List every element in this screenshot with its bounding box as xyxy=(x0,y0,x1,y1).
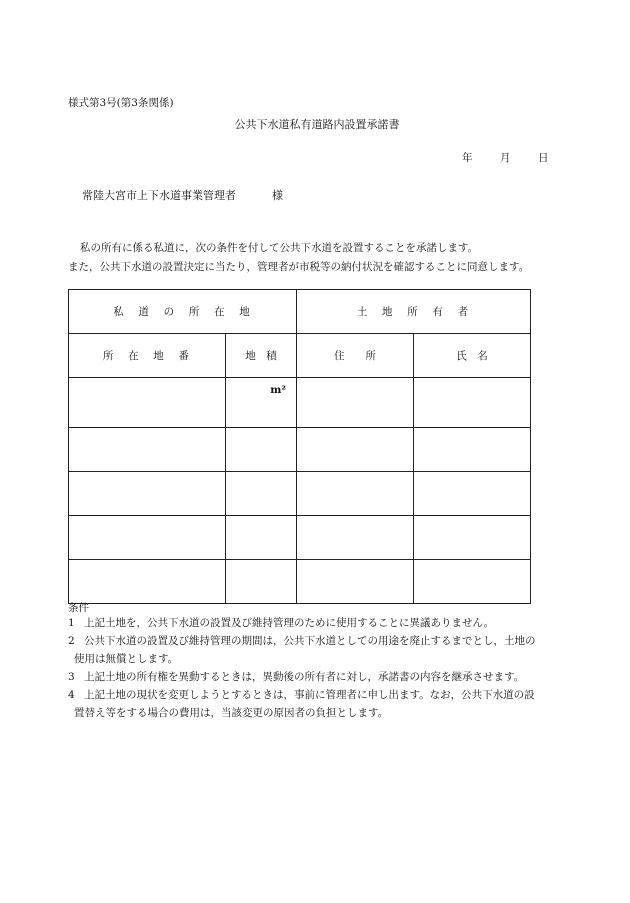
lot-number-cell[interactable] xyxy=(69,428,226,472)
condition-text: 上記土地を，公共下水道の設置及び維持管理のために使用することに異議ありません。 xyxy=(84,617,495,629)
area-cell[interactable] xyxy=(226,516,297,560)
honorific: 様 xyxy=(272,189,283,202)
column-header-area: 地 積 xyxy=(226,334,297,378)
condition-text: 公共下水道の設置及び維持管理の期間は，公共下水道としての用途を廃止するまでとし，土地の xyxy=(84,635,536,647)
address-cell[interactable] xyxy=(297,472,414,516)
condition-number: 4 xyxy=(68,689,75,701)
area-cell[interactable] xyxy=(226,560,297,604)
condition-item xyxy=(68,614,538,632)
name-cell[interactable] xyxy=(414,378,531,428)
area-unit: m² xyxy=(270,384,287,396)
condition-number: 1 xyxy=(68,617,75,629)
address-cell[interactable] xyxy=(297,428,414,472)
column-header-name: 氏 名 xyxy=(414,334,531,378)
table-row xyxy=(69,516,531,560)
condition-text-continued: 使用は無償とします。 xyxy=(74,653,179,665)
condition-text: 上記土地の現状を変更しようとするときは，事前に管理者に申し出ます。なお，公共下水道の設 xyxy=(84,689,535,701)
name-cell[interactable] xyxy=(414,516,531,560)
condition-item xyxy=(68,668,538,686)
form-number: 様式第3号(第3条関係) xyxy=(68,97,174,109)
condition-number: 3 xyxy=(68,671,75,683)
table-row xyxy=(69,428,531,472)
lot-number-cell[interactable] xyxy=(69,560,226,604)
name-cell[interactable] xyxy=(414,472,531,516)
area-cell[interactable] xyxy=(226,378,297,428)
date-month-label: 月 xyxy=(500,152,511,164)
body-text-2: また，公共下水道の設置決定に当たり，管理者が市税等の納付状況を確認することに同意します。 xyxy=(68,261,530,273)
table-row xyxy=(69,472,531,516)
document-title: 公共下水道私有道路内設置承諾書 xyxy=(234,118,400,131)
date-line xyxy=(462,150,549,165)
condition-number: 2 xyxy=(68,635,75,647)
condition-text-continued: 置替え等をする場合の費用は，当該変更の原因者の負担とします。 xyxy=(74,707,389,719)
body-text-1: 私の所有に係る私道に，次の条件を付して公共下水道を設置することを承諾します。 xyxy=(80,242,479,254)
condition-item xyxy=(68,632,538,668)
condition-item xyxy=(68,686,538,722)
addressee: 常陸大宮市上下水道事業管理者 xyxy=(82,189,236,202)
group-header-land-owner: 土 地 所 有 者 xyxy=(297,290,531,334)
column-header-lot-number: 所 在 地 番 xyxy=(69,334,226,378)
lot-number-cell[interactable] xyxy=(69,472,226,516)
date-year-label: 年 xyxy=(462,152,473,164)
table-group-header-row xyxy=(69,290,531,334)
name-cell[interactable] xyxy=(414,560,531,604)
address-cell[interactable] xyxy=(297,516,414,560)
area-cell[interactable] xyxy=(226,428,297,472)
address-cell[interactable] xyxy=(297,378,414,428)
condition-text: 上記土地の所有権を異動するときは，異動後の所有者に対し，承諾書の内容を継承させます。 xyxy=(84,671,525,683)
lot-number-cell[interactable] xyxy=(69,378,226,428)
land-table xyxy=(68,289,531,604)
address-cell[interactable] xyxy=(297,560,414,604)
table-row xyxy=(69,560,531,604)
table-row xyxy=(69,378,531,428)
date-day-label: 日 xyxy=(538,152,549,164)
table-column-header-row xyxy=(69,334,531,378)
name-cell[interactable] xyxy=(414,428,531,472)
lot-number-cell[interactable] xyxy=(69,516,226,560)
column-header-address: 住 所 xyxy=(297,334,414,378)
conditions-heading: 条件 xyxy=(68,602,89,614)
group-header-private-road: 私 道 の 所 在 地 xyxy=(69,290,297,334)
area-cell[interactable] xyxy=(226,472,297,516)
